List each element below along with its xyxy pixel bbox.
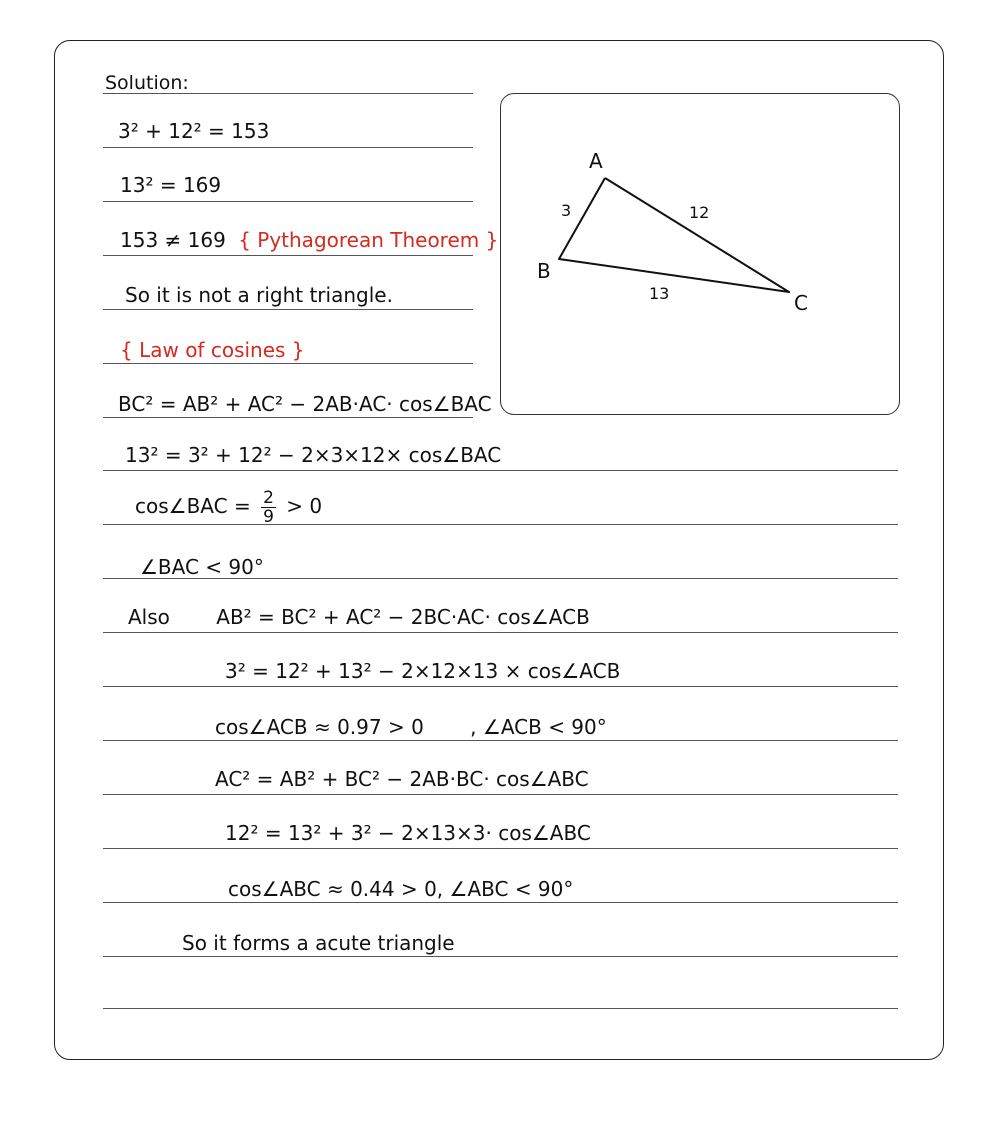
ruled-line [103, 1008, 898, 1009]
substitution-bac: 13² = 3² + 12² − 2×3×12× cos∠BAC [125, 443, 502, 467]
ruled-line [103, 740, 898, 741]
substitution-abc: 12² = 13² + 3² − 2×13×3· cos∠ABC [225, 821, 591, 845]
side-label-ab: 3 [561, 201, 572, 220]
law-of-cosines-note: { Law of cosines } [120, 338, 305, 362]
vertex-label-b: B [537, 259, 551, 283]
angle-bac-acute: ∠BAC < 90° [140, 555, 264, 579]
triangle-diagram [500, 93, 900, 415]
side-label-bc: 13 [649, 284, 670, 303]
ruled-line [103, 470, 898, 471]
ruled-line [103, 363, 473, 364]
substitution-acb: 3² = 12² + 13² − 2×12×13 × cos∠ACB [225, 659, 621, 683]
vertex-label-a: A [589, 149, 603, 173]
greater-than-zero: > 0 [286, 494, 323, 518]
law-of-cosines-acb-formula: AB² = BC² + AC² − 2BC·AC· cos∠ACB [216, 605, 590, 629]
not-right-triangle-text: So it is not a right triangle. [125, 283, 393, 307]
ruled-line [103, 686, 898, 687]
angle-acb-acute: , ∠ACB < 90° [470, 715, 607, 739]
ruled-line [103, 309, 473, 310]
pythagorean-theorem-note: { Pythagorean Theorem } [238, 228, 499, 252]
fraction-two-ninths [261, 489, 276, 526]
ruled-line [103, 902, 898, 903]
fraction-denominator: 9 [263, 507, 274, 527]
cos-abc-result: cos∠ABC ≈ 0.44 > 0, ∠ABC < 90° [228, 877, 574, 901]
cos-bac-result [135, 488, 322, 526]
ruled-line [103, 417, 473, 418]
equation-hypotenuse-square: 13² = 169 [120, 173, 222, 197]
cos-acb-value: cos∠ACB ≈ 0.97 > 0 [215, 715, 424, 739]
conclusion-text: So it forms a acute triangle [182, 931, 455, 955]
ruled-line [103, 794, 898, 795]
law-of-cosines-bac: BC² = AB² + AC² − 2AB·AC· cos∠BAC [118, 392, 492, 416]
ruled-line [103, 632, 898, 633]
equation-sum-squares: 3² + 12² = 153 [118, 119, 270, 143]
ruled-line [103, 255, 473, 256]
solution-heading: Solution: [105, 72, 189, 94]
law-of-cosines-abc: AC² = AB² + BC² − 2AB·BC· cos∠ABC [215, 767, 589, 791]
fraction-numerator: 2 [263, 488, 274, 508]
inequality-statement [120, 227, 498, 253]
ruled-line [103, 956, 898, 957]
triangle-svg [501, 94, 901, 416]
not-equal-text: 153 ≠ 169 [120, 228, 226, 252]
cos-acb-result [215, 714, 607, 740]
side-label-ac: 12 [689, 203, 710, 222]
ruled-line [103, 848, 898, 849]
cos-bac-label: cos∠BAC = [135, 494, 251, 518]
also-text: Also [128, 605, 170, 629]
ruled-line [103, 201, 473, 202]
vertex-label-c: C [794, 291, 808, 315]
triangle-outline [559, 178, 789, 292]
law-of-cosines-acb [128, 604, 590, 630]
ruled-line [103, 147, 473, 148]
